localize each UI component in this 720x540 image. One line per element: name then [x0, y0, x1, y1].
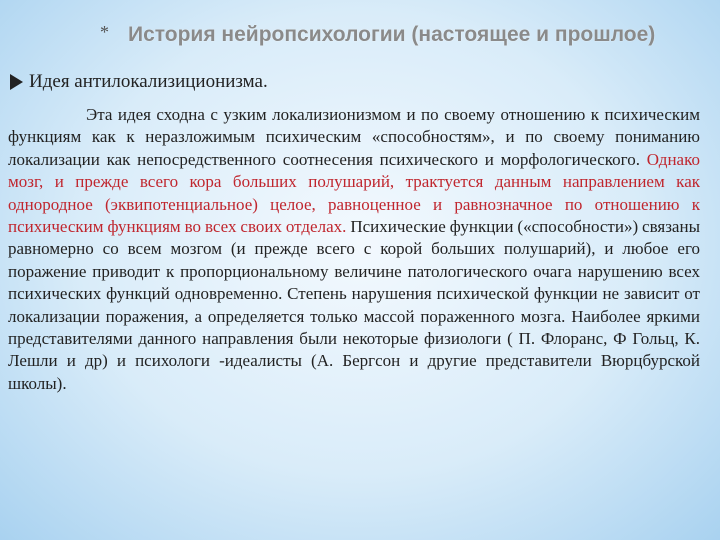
arrow-bullet-icon: [10, 74, 23, 90]
slide-header: [0, 20, 720, 60]
bullet-heading-text: Идея антилокализиционизма.: [29, 71, 268, 92]
asterisk-icon: *: [100, 22, 109, 42]
body-text-highlight: Однако мозг, и прежде всего кора больших полушарий, трактуется данным направлением как однородное (эквипотенциальное) целое, равноценное и равнозначное по отношению к психическим функциям во всех своих отделах.: [8, 149, 700, 237]
body-paragraph: [8, 104, 700, 395]
slide-title: История нейропсихологии (настоящее и прошлое): [128, 23, 656, 46]
body-text-rest: Психические функции («способности») связаны равномерно со всем мозгом (и прежде всего с корой больших полушарий), и любое его поражение приводит к пропорциональному величине патологического очага нарушению всех психических функций одновременно. Степень нарушения психической функции не зависит от локализации поражения, а определяется только массой пораженного мозга. Наиболее яркими представителями данного направления были некоторые физиологи ( П. Флоранс, Ф Гольц, К. Лешли и др) и психологи -идеалисты (А. Бергсон и другие представители Вюрцбурской школы).: [8, 217, 701, 393]
bullet-heading: [10, 68, 268, 96]
body-text-intro: Эта идея сходна с узким локализионизмом и по своему отношению к психическим функциям как к неразложимым психическим «способностям», и по своему пониманию локализации как непосредственного соотнесения психического и морфологического.: [8, 105, 700, 169]
